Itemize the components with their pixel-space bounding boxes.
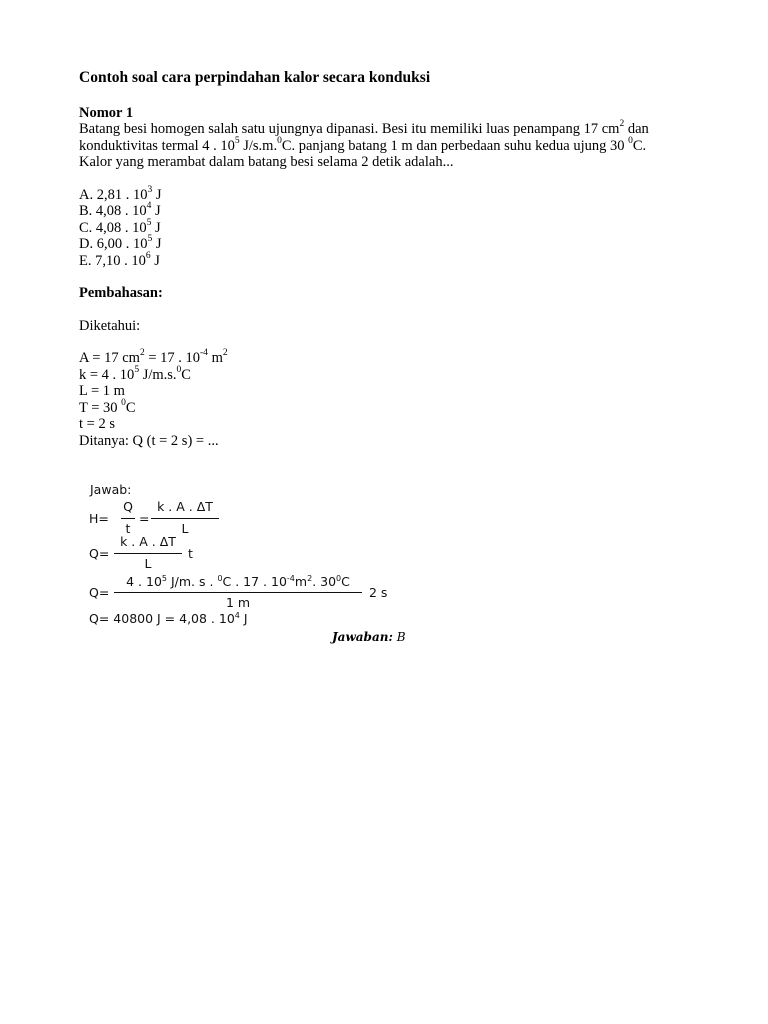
- known-temperature: T = 30 $^0$C: [79, 397, 136, 416]
- option-e: E. 7,10 . $10^6$ J: [79, 250, 160, 269]
- frac-q-num: Q: [123, 499, 133, 514]
- time-value: 2 s: [369, 585, 388, 600]
- substitution-numerator: 4 . $10^5$ J/m. s . $^0$C . 17 . $10^{-4}m^2$. $30^0C$: [126, 574, 350, 589]
- frac-l-den: L: [181, 521, 189, 536]
- q-lhs: Q=: [89, 546, 110, 561]
- asked-line: Ditanya: Q (t = 2 s) = ...: [79, 432, 219, 449]
- problem-line-2: konduktivitas termal 4 . $10^5$ J/s.m.$^0$C. panjang batang 1 m dan perbedaan suhu kedua ujung 30 $^0$C.: [79, 135, 647, 154]
- q-lhs-2: Q=: [89, 585, 110, 600]
- problem-number: Nomor 1: [79, 104, 134, 121]
- option-a: A. 2,81 . $10^3$ J: [79, 184, 162, 203]
- fraction-bar: [114, 553, 182, 554]
- h-lhs: H=: [89, 511, 109, 526]
- document-page: [79, 70, 699, 449]
- known-time: t = 2 s: [79, 416, 115, 432]
- option-b: B. 4,08 . $10^4$ J: [79, 201, 161, 219]
- frac-t-den: t: [125, 521, 131, 536]
- t-multiplier: t: [188, 546, 193, 561]
- frac-kadt-num-2: k . A . ΔT: [120, 534, 176, 549]
- substitution-denominator: 1 m: [225, 595, 251, 610]
- known-area: A = 17 $cm^2 = 17$ . $10^{-4}$ $m^2$: [79, 348, 228, 366]
- frac-l-den-2: L: [144, 556, 152, 571]
- option-d: D. 6,00 . $10^5$ J: [79, 234, 162, 252]
- equals-sign: =: [139, 511, 150, 526]
- fraction-bar: [121, 518, 135, 519]
- answer-options: [79, 184, 699, 270]
- known-length: L = 1 m: [79, 383, 125, 399]
- known-label: Diketahui:: [79, 317, 141, 334]
- result-line: Q= 40800 J = 4,08 . $10^4$ J: [89, 611, 248, 626]
- fraction-bar: [151, 518, 219, 519]
- problem-line-3: Kalor yang merambat dalam batang besi selama 2 detik adalah...: [79, 154, 454, 170]
- math-working: [89, 480, 509, 645]
- fraction-bar: [114, 592, 362, 593]
- known-conductivity: k = 4 . $10^5$ J/m.s.$^0$C: [79, 364, 191, 383]
- jawab-label: Jawab:: [90, 482, 132, 497]
- problem-line-1: Batang besi homogen salah satu ujungnya dipanasi. Besi itu memiliki luas penampang 17 $cm^2$ dan: [79, 119, 649, 137]
- page-title: Contoh soal cara perpindahan kalor secara konduksi: [79, 69, 431, 86]
- final-answer: Jawaban: B: [332, 630, 406, 644]
- frac-kadt-num: k . A . ΔT: [157, 499, 213, 514]
- solution-heading: Pembahasan:: [79, 285, 163, 301]
- option-c: C. 4,08 . $10^5$ J: [79, 217, 161, 236]
